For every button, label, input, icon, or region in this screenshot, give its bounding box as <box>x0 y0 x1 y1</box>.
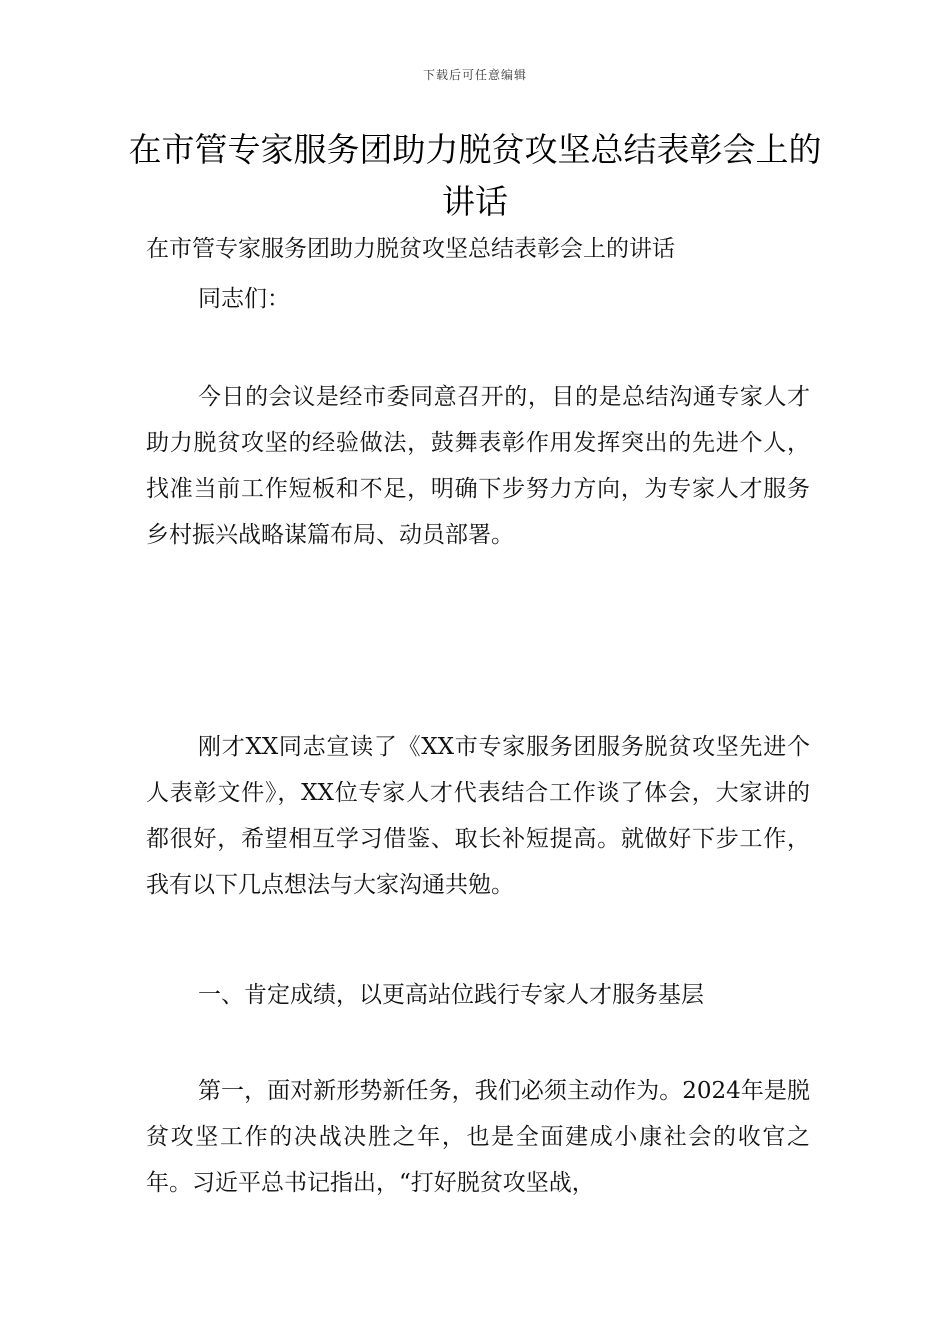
paragraph: 今日的会议是经市委同意召开的，目的是总结沟通专家人才助力脱贫攻坚的经验做法，鼓舞表彰作用发挥突出的先进个人，找准当前工作短板和不足，明确下步努力方向，为专家人才服务乡村振兴战略谋篇布局、动员部署。 <box>146 384 810 548</box>
paragraph: 刚才XX同志宣读了《XX市专家服务团服务脱贫攻坚先进个人表彰文件》，XX位专家人才代表结合工作谈了体会，大家讲的都很好，希望相互学习借鉴、取长补短提高。就做好下步工作，我有以下几点想法与大家沟通共勉。 <box>146 734 810 898</box>
document-title: 在市管专家服务团助力脱贫攻坚总结表彰会上的讲话 <box>128 130 822 221</box>
document-subtitle: 在市管专家服务团助力脱贫攻坚总结表彰会上的讲话 <box>146 236 675 262</box>
greeting: 同志们： <box>198 286 290 312</box>
section-heading: 一、肯定成绩，以更高站位践行专家人才服务基层 <box>198 982 704 1008</box>
header-note: 下载后可任意编辑 <box>422 68 527 82</box>
paragraph: 第一，面对新形势新任务，我们必须主动作为。2024年是脱贫攻坚工作的决战决胜之年，也是全面建成小康社会的收官之年。习近平总书记指出，“打好脱贫攻坚战， <box>146 1078 810 1196</box>
